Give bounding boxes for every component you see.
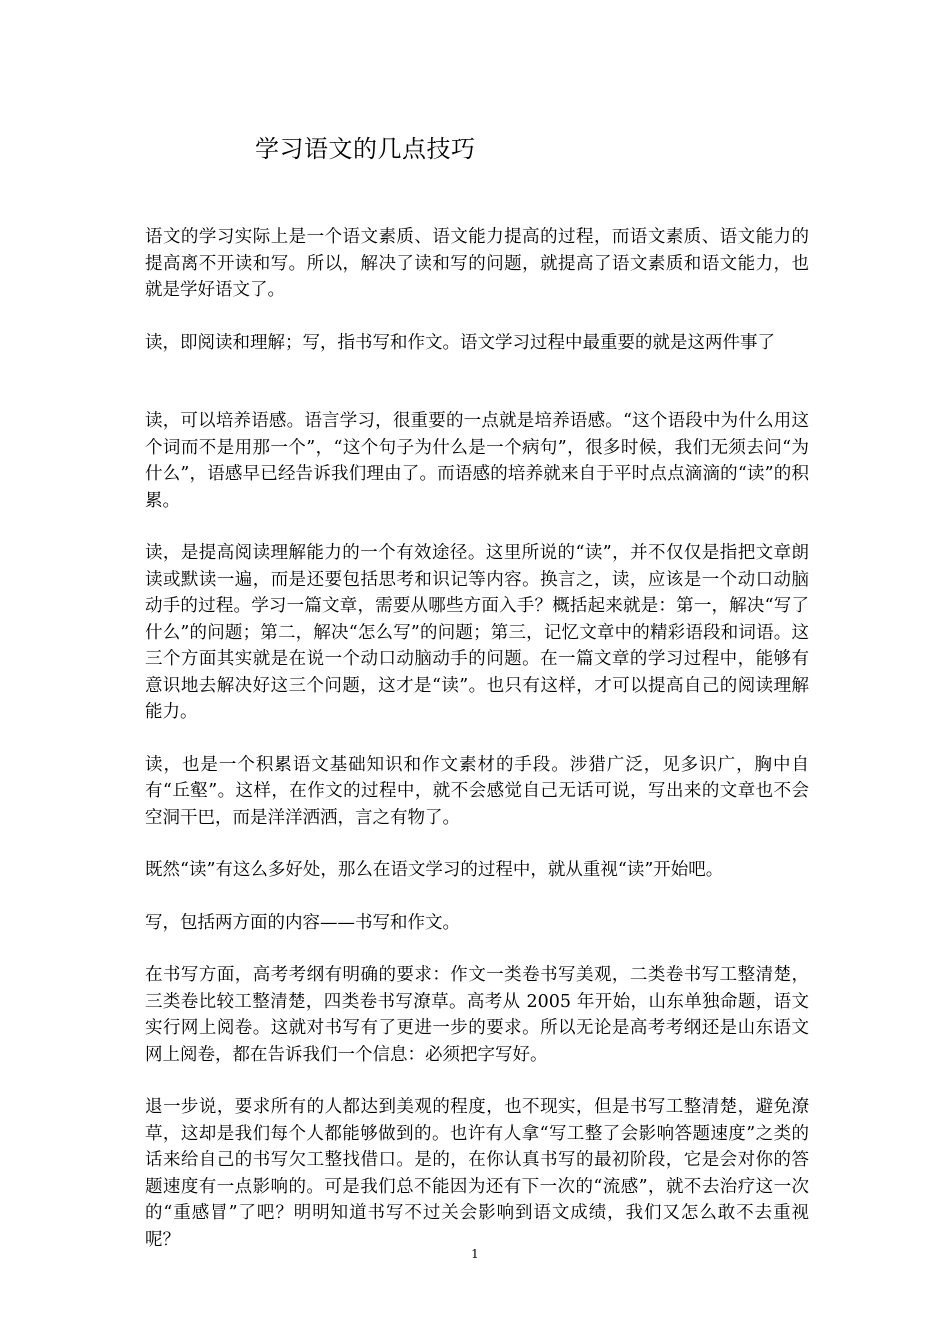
paragraph-definition: 读，即阅读和理解；写，指书写和作文。语文学习过程中最重要的就是这两件事了 <box>145 332 775 353</box>
page-number: 1 <box>471 1247 479 1261</box>
paragraph-reading-accumulation: 读，也是一个积累语文基础知识和作文素材的手段。涉猎广泛，见多识广，胸中自有“丘壑”。这样，在作文的过程中，就不会感觉自己无话可说，写出来的文章也不会空洞干巴，而是洋洋洒洒，言之有物了。 <box>145 754 809 828</box>
paragraph-intro: 语文的学习实际上是一个语文素质、语文能力提高的过程，而语文素质、语文能力的提高离不开读和写。所以，解决了读和写的问题，就提高了语文素质和语文能力，也就是学好语文了。 <box>145 227 809 300</box>
paragraph-reading-comprehension: 读，是提高阅读理解能力的一个有效途径。这里所说的“读”，并不仅仅是指把文章朗读或默读一遍，而是还要包括思考和识记等内容。换言之，读，应该是一个动口动脑动手的过程。学习一篇文章，需要从哪些方面入手？概括起来就是：第一，解决“写了什么”的问题；第二，解决“怎么写”的问题；第三，记忆文章中的精彩语段和词语。这三个方面其实就是在说一个动口动脑动手的问题。在一篇文章的学习过程中，能够有意识地去解决好这三个问题，这才是“读”。也只有这样，才可以提高自己的阅读理解能力。 <box>145 543 809 722</box>
paragraph-reading-conclusion: 既然“读”有这么多好处，那么在语文学习的过程中，就从重视“读”开始吧。 <box>145 860 724 880</box>
paragraph-handwriting-advice: 退一步说，要求所有的人都达到美观的程度，也不现实，但是书写工整清楚，避免潦草，这却是我们每个人都能够做到的。也许有人拿“写工整了会影响答题速度”之类的话来给自己的书写欠工整找借口。是的，在你认真书写的最初阶段，它是会对你的答题速度有一点影响的。可是我们总不能因为还有下一次的“流感”，就不去治疗这一次的“重感冒”了吧？明明知道书写不过关会影响到语文成绩，我们又怎么敢不去重视呢？ <box>145 1097 809 1250</box>
document-body <box>145 224 809 1279</box>
paragraph-handwriting-requirements: 在书写方面，高考考纲有明确的要求：作文一类卷书写美观，二类卷书写工整清楚，三类卷比较工整清楚，四类卷书写潦草。高考从 2005 年开始，山东单独命题，语文实行网上阅卷。这就对书写有了更进一步的要求。所以无论是高考考纲还是山东语文网上阅卷，都在告诉我们一个信息：必须把字写好。 <box>145 965 809 1065</box>
paragraph-reading-sense: 读，可以培养语感。语言学习，很重要的一点就是培养语感。“这个语段中为什么用这个词而不是用那一个”，“这个句子为什么是一个病句”，很多时候，我们无须去问“为什么”，语感早已经告诉我们理由了。而语感的培养就来自于平时点点滴滴的“读”的积累。 <box>145 411 809 511</box>
document-title: 学习语文的几点技巧 <box>255 135 476 163</box>
paragraph-writing-intro: 写，包括两方面的内容——书写和作文。 <box>145 912 460 933</box>
